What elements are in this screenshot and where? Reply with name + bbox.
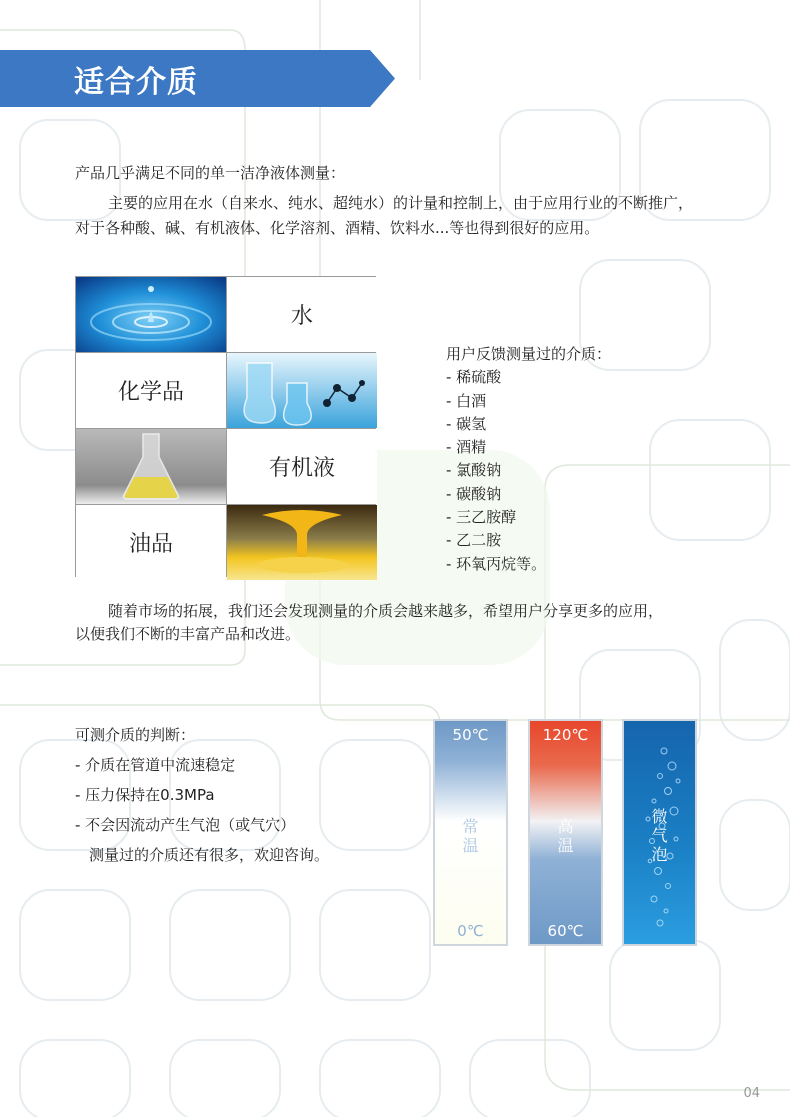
water-image	[76, 277, 226, 352]
high-temp-max: 120℃	[542, 726, 589, 744]
list-item: - 酒精	[446, 438, 487, 457]
page-title: 适合介质	[74, 65, 198, 100]
intro-line-3: 对于各种酸、碱、有机液体、化学溶剂、酒精、饮料水...等也得到很好的应用。	[75, 219, 600, 237]
normal-temp-char-2: 温	[462, 836, 479, 855]
judgement-section	[75, 720, 329, 870]
judgement-title: 可测介质的判断：	[75, 726, 196, 744]
feedback-title: 用户反馈测量过的介质：	[446, 345, 612, 363]
intro-line-2: 主要的应用在水（自来水、纯水、超纯水）的计量和控制上，由于应用行业的不断推广，	[108, 194, 694, 212]
normal-temp-min: 0℃	[457, 922, 484, 940]
feedback-media-list	[446, 343, 611, 576]
micro-bubble-bar	[622, 719, 697, 946]
chemical-label: 化学品	[76, 353, 226, 428]
oil-splash-image	[227, 505, 377, 580]
intro-line-1: 产品几乎满足不同的单一洁净液体测量：	[75, 164, 346, 182]
bubble-char-2: 气	[651, 826, 668, 845]
chemical-flasks-image	[227, 353, 377, 428]
bubble-char-3: 泡	[651, 845, 668, 864]
list-item: - 介质在管道中流速稳定	[75, 756, 236, 774]
high-temp-min: 60℃	[547, 922, 584, 940]
page-number: 04	[743, 1086, 760, 1101]
judgement-note: 测量过的介质还有很多，欢迎咨询。	[89, 846, 330, 864]
normal-temp-bar	[433, 719, 508, 946]
organic-flask-image	[76, 429, 226, 504]
list-item: - 稀硫酸	[446, 368, 502, 387]
outro-line-1: 随着市场的拓展，我们还会发现测量的介质会越来越多，希望用户分享更多的应用，	[108, 602, 664, 620]
normal-temp-char-1: 常	[462, 817, 479, 836]
list-item: - 不会因流动产生气泡（或气穴）	[75, 816, 296, 834]
high-temp-char-1: 高	[557, 817, 574, 836]
media-grid	[75, 276, 376, 577]
oil-label: 油品	[76, 505, 226, 580]
high-temp-bar	[528, 719, 603, 946]
list-item: - 乙二胺	[446, 531, 502, 550]
list-item: - 碳酸钠	[446, 484, 502, 503]
list-item: - 氯酸钠	[446, 461, 502, 480]
high-temp-char-2: 温	[557, 836, 574, 855]
bubble-char-1: 微	[651, 807, 668, 826]
section-header-banner	[0, 50, 395, 107]
list-item: - 环氧丙烷等。	[446, 554, 547, 573]
list-item: - 三乙胺醇	[446, 508, 517, 527]
organic-label: 有机液	[227, 429, 377, 504]
list-item: - 压力保持在0.3MPa	[75, 786, 215, 804]
outro-line-2: 以便我们不断的丰富产品和改进。	[75, 625, 301, 643]
normal-temp-max: 50℃	[452, 726, 489, 744]
list-item: - 碳氢	[446, 414, 487, 433]
water-label: 水	[227, 277, 377, 352]
list-item: - 白酒	[446, 391, 487, 410]
